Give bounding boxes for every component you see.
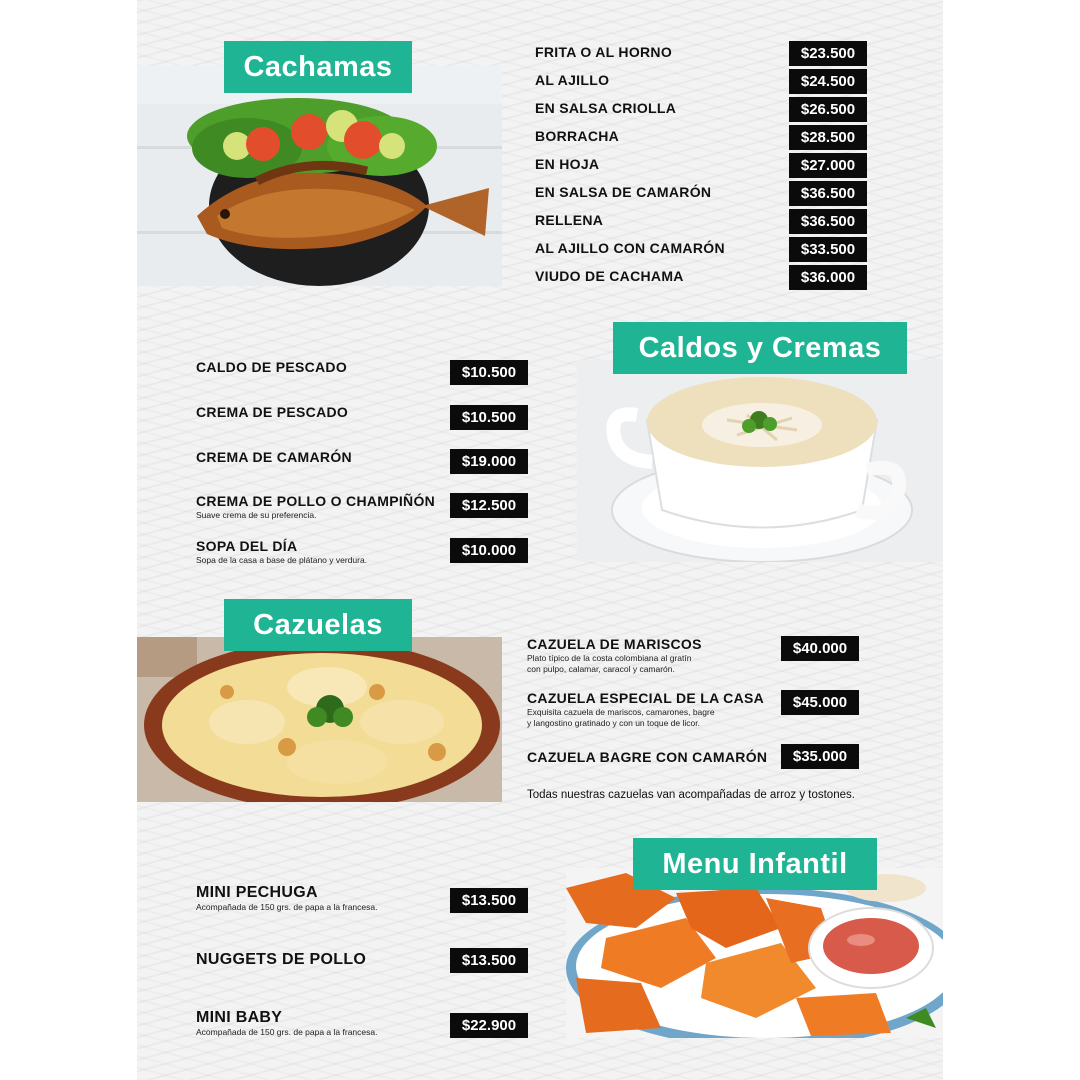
menu-item <box>535 72 609 88</box>
menu-item <box>535 156 599 172</box>
price-tag: $35.000 <box>781 744 859 769</box>
item-name: CAZUELA ESPECIAL DE LA CASA <box>527 690 765 706</box>
item-description: y langostino gratinado y con un toque de licor. <box>527 718 700 728</box>
menu-item <box>196 885 377 912</box>
item-name: CREMA DE POLLO O CHAMPIÑÓN <box>196 493 436 509</box>
section-title-cazuelas: Cazuelas <box>224 599 412 651</box>
chicken-nuggets-photo <box>566 868 943 1038</box>
item-name: AL AJILLO <box>535 72 610 88</box>
price-tag: $36.000 <box>789 265 867 290</box>
price-tag: $36.500 <box>789 181 867 206</box>
item-name: EN SALSA CRIOLLA <box>535 100 677 116</box>
item-name: AL AJILLO CON CAMARÓN <box>535 240 725 256</box>
price-tag: $10.000 <box>450 538 528 563</box>
section-title-caldos: Caldos y Cremas <box>613 322 907 374</box>
fried-fish-photo <box>137 66 502 286</box>
item-name: MINI BABY <box>196 1009 283 1026</box>
item-name: MINI PECHUGA <box>196 884 318 901</box>
cream-soup-photo <box>577 360 943 562</box>
item-name: BORRACHA <box>535 128 620 144</box>
price-tag: $24.500 <box>789 69 867 94</box>
item-name: FRITA O AL HORNO <box>535 44 673 60</box>
menu-page <box>137 0 943 1080</box>
item-name: NUGGETS DE POLLO <box>196 951 367 968</box>
price-tag: $12.500 <box>450 493 528 518</box>
price-tag: $23.500 <box>789 41 867 66</box>
item-name: EN HOJA <box>535 156 600 172</box>
item-name: EN SALSA DE CAMARÓN <box>535 184 712 200</box>
menu-item <box>196 1010 377 1037</box>
item-description: Sopa de la casa a base de plátano y verdura. <box>196 555 368 565</box>
item-description: Plato típico de la costa colombiana al gratín <box>527 653 692 663</box>
item-description: Acompañada de 150 grs. de papa a la francesa. <box>196 902 378 912</box>
menu-item <box>535 128 619 144</box>
menu-item <box>527 749 767 765</box>
price-tag: $10.500 <box>450 405 528 430</box>
price-tag: $13.500 <box>450 948 528 973</box>
menu-item <box>527 636 702 674</box>
item-name: CALDO DE PESCADO <box>196 359 348 375</box>
cazuelas-note: Todas nuestras cazuelas van acompañadas de arroz y tostones. <box>527 789 855 801</box>
seafood-casserole-photo <box>137 637 502 802</box>
section-title-infantil: Menu Infantil <box>633 838 877 890</box>
menu-item <box>535 184 711 200</box>
menu-item <box>196 449 352 465</box>
item-name: CAZUELA BAGRE CON CAMARÓN <box>527 749 768 765</box>
item-description: Exquisita cazuela de mariscos, camarones, bagre <box>527 707 715 717</box>
price-tag: $27.000 <box>789 153 867 178</box>
menu-item <box>535 268 684 284</box>
item-name: VIUDO DE CACHAMA <box>535 268 684 284</box>
menu-item <box>196 493 435 520</box>
item-name: SOPA DEL DÍA <box>196 538 298 554</box>
price-tag: $19.000 <box>450 449 528 474</box>
item-name: CREMA DE CAMARÓN <box>196 449 352 465</box>
price-tag: $10.500 <box>450 360 528 385</box>
menu-item <box>196 952 366 968</box>
menu-item <box>535 100 676 116</box>
item-description: Acompañada de 150 grs. de papa a la francesa. <box>196 1027 378 1037</box>
price-tag: $36.500 <box>789 209 867 234</box>
menu-item <box>196 538 367 565</box>
price-tag: $28.500 <box>789 125 867 150</box>
item-name: RELLENA <box>535 212 604 228</box>
menu-item <box>196 359 347 375</box>
price-tag: $45.000 <box>781 690 859 715</box>
item-name: CAZUELA DE MARISCOS <box>527 636 702 652</box>
menu-item <box>535 212 603 228</box>
price-tag: $13.500 <box>450 888 528 913</box>
menu-item <box>196 404 348 420</box>
item-description: con pulpo, calamar, caracol y camarón. <box>527 664 675 674</box>
menu-item <box>527 690 764 728</box>
item-description: Suave crema de su preferencia. <box>196 510 317 520</box>
menu-item <box>535 44 672 60</box>
price-tag: $40.000 <box>781 636 859 661</box>
section-title-cachamas: Cachamas <box>224 41 412 93</box>
item-name: CREMA DE PESCADO <box>196 404 349 420</box>
menu-item <box>535 240 725 256</box>
price-tag: $22.900 <box>450 1013 528 1038</box>
price-tag: $33.500 <box>789 237 867 262</box>
price-tag: $26.500 <box>789 97 867 122</box>
